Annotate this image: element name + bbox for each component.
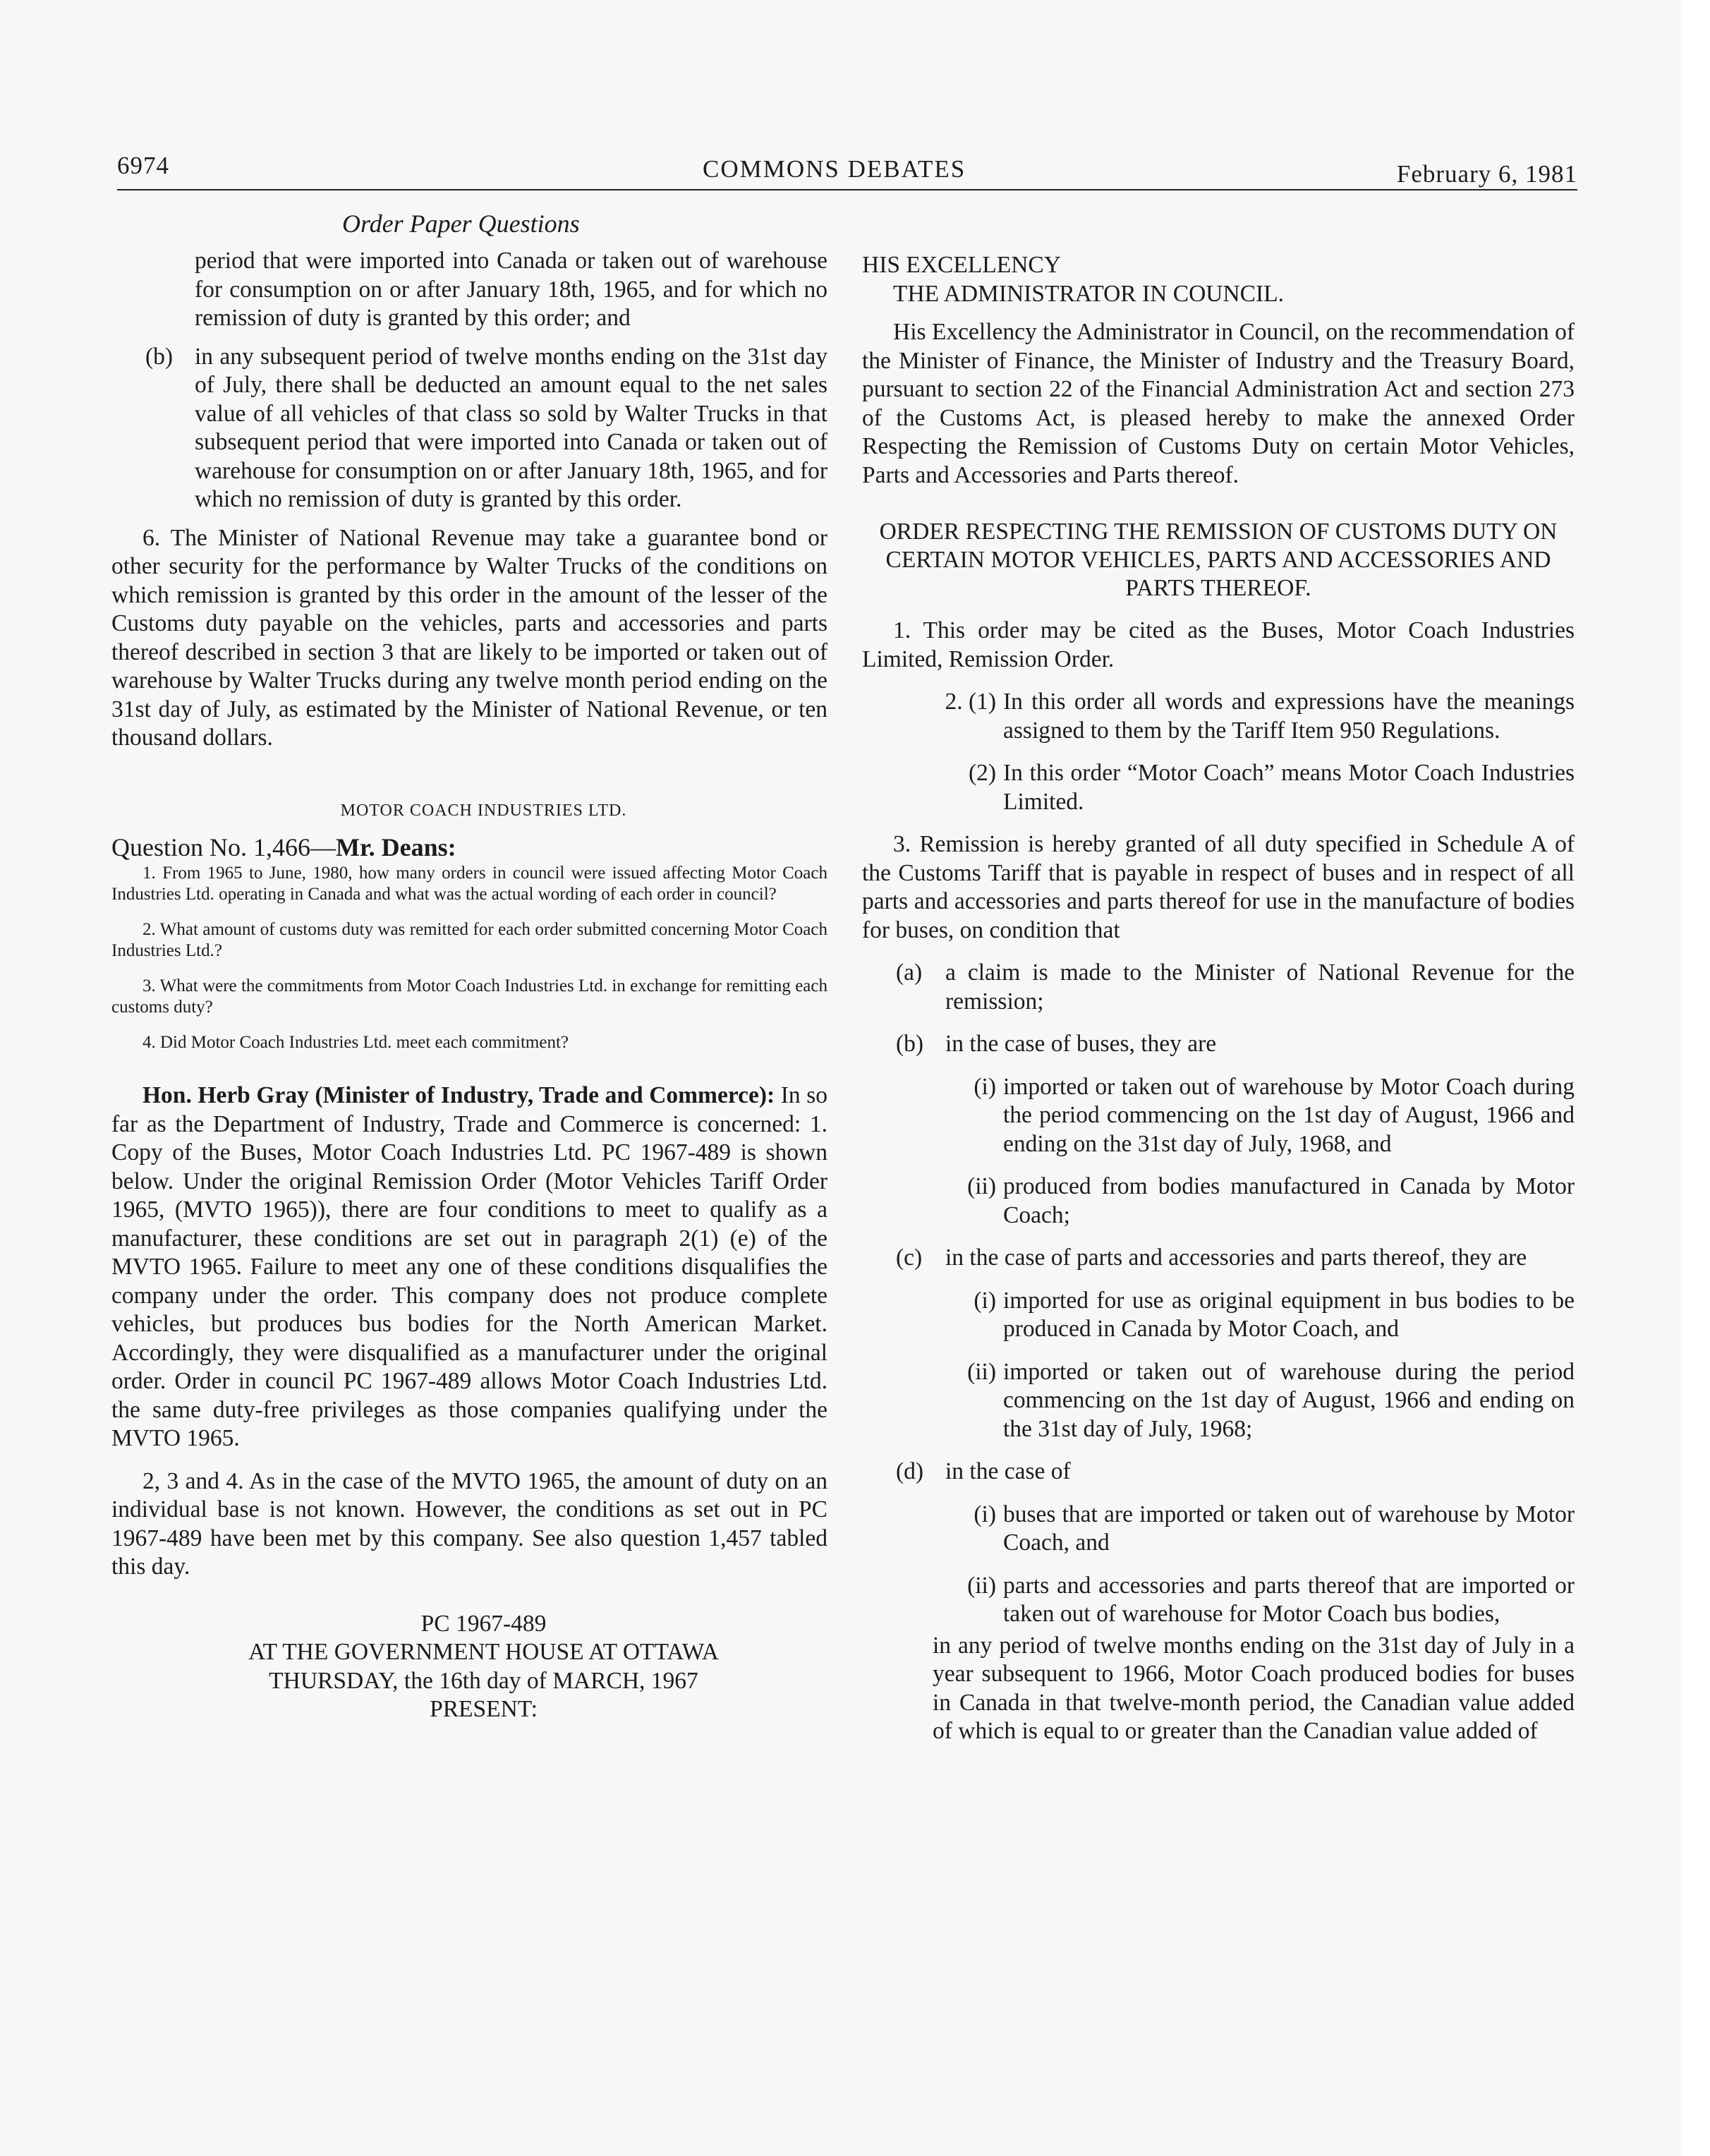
pc-date: THURSDAY, the 16th day of MARCH, 1967 bbox=[269, 1667, 698, 1694]
clause-marker: (i) bbox=[974, 1073, 996, 1100]
clause-text: in the case of parts and accessories and parts thereof, they are bbox=[945, 1244, 1527, 1271]
question-number: Question No. 1,466— bbox=[111, 833, 336, 861]
left-column bbox=[111, 247, 827, 1724]
answer-paragraph-2: 2, 3 and 4. As in the case of the MVTO 1965, the amount of duty on an individual base is not known. However, the conditions as set out in PC 1967-489 have been met by this company. See also question 1,457 tabled this day. bbox=[111, 1467, 827, 1580]
clause-text: imported for use as original equipment in bus bodies to be produced in Canada by Motor Coach, and bbox=[1003, 1287, 1575, 1342]
clause-a bbox=[862, 959, 1575, 1016]
page-header bbox=[117, 152, 1577, 194]
clause-c bbox=[862, 1244, 1575, 1273]
pc-location: AT THE GOVERNMENT HOUSE AT OTTAWA bbox=[248, 1639, 719, 1665]
clause-text: in any subsequent period of twelve months ending on the 31st day of July, there shall be deducted an amount equal to the net sales value of all vehicles of that class so sold by Walter Trucks in that subsequent period that were imported into Canada or taken out of warehouse for consumption on or after January 18th, 1965, and for which no remission of duty is granted by this order. bbox=[195, 343, 827, 512]
clause-marker: (ii) bbox=[967, 1358, 996, 1385]
clause-text: In this order all words and expressions have the meanings assigned to them by the Tariff Item 950 Regulations. bbox=[1003, 689, 1575, 744]
clause-c-i bbox=[862, 1287, 1575, 1344]
question-heading bbox=[111, 832, 827, 863]
question-4: 4. Did Motor Coach Industries Ltd. meet each commitment? bbox=[142, 1033, 569, 1052]
clause-marker: (i) bbox=[974, 1501, 996, 1527]
clause-text: in the case of buses, they are bbox=[945, 1031, 1217, 1057]
clause-text: in the case of bbox=[945, 1458, 1071, 1484]
section-1: 1. This order may be cited as the Buses, Motor Coach Industries Limited, Remission Order. bbox=[862, 617, 1575, 672]
intro-paragraph: His Excellency the Administrator in Council, on the recommendation of the Minister of Finance, the Minister of Industry and the Treasury Board, pursuant to section 22 of the Financial Administration Act and section 273 of the Customs Act, is pleased hereby to make the annexed Order Respecting the Remission of Customs Duty on certain Motor Vehicles, Parts and Accessories and Parts thereof. bbox=[862, 319, 1575, 488]
section-6-paragraph: 6. The Minister of National Revenue may take a guarantee bond or other security for the performance by Walter Trucks of the conditions on which remission is granted by this order in the amount of the lesser of the Customs duty payable on the vehicles, parts and accessories and parts thereof described in section 3 that are likely to be imported or taken out of warehouse by Walter Trucks during any twelve month period ending on the 31st day of July, as estimated by the Minister of National Revenue, or ten thousand dollars. bbox=[111, 524, 827, 751]
clause-c-ii bbox=[862, 1358, 1575, 1444]
section-2-2 bbox=[862, 759, 1575, 816]
order-title: ORDER RESPECTING THE REMISSION OF CUSTOMS DUTY ON CERTAIN MOTOR VEHICLES, PARTS AND ACCESSORIES AND PARTS THEREOF. bbox=[879, 519, 1558, 601]
clause-text: a claim is made to the Minister of National Revenue for the remission; bbox=[945, 959, 1575, 1015]
page-number: 6974 bbox=[117, 152, 169, 179]
pc-present: PRESENT: bbox=[430, 1696, 538, 1722]
answer-text: In so far as the Department of Industry, Trade and Commerce is concerned: 1. Copy of the Buses, Motor Coach Industries Ltd. PC 1967-489 is shown below. Under the original Remission Order (Motor Vehicles Tariff Order 1965, (MVTO 1965)), there are four conditions to meet to qualify as a manufacturer, these conditions are set out in paragraph 2(1) (e) of the MVTO 1965. Failure to meet any one of these conditions disqualifies the company under the order. This company does not produce complete vehicles, but produces bus bodies for the North American Market. Accordingly, they were disqualified as a manufacturer under the original order. Order in council PC 1967-489 allows Motor Coach Industries Ltd. the same duty-free privileges as those companies qualifying under the MVTO 1965. bbox=[111, 1082, 827, 1451]
answer-paragraph bbox=[111, 1082, 827, 1453]
clause-marker: (b) bbox=[145, 343, 174, 370]
publication-date: February 6, 1981 bbox=[1396, 160, 1577, 188]
question-member: Mr. Deans: bbox=[336, 833, 456, 861]
question-3: 3. What were the commitments from Motor Coach Industries Ltd. in exchange for remitting each customs duty? bbox=[111, 976, 827, 1017]
answer-speaker: Hon. Herb Gray (Minister of Industry, Trade and Commerce): bbox=[142, 1082, 775, 1108]
clause-b bbox=[111, 343, 827, 514]
clause-d bbox=[862, 1458, 1575, 1486]
clause-marker: (b) bbox=[896, 1031, 924, 1057]
clause-marker: (d) bbox=[896, 1458, 924, 1484]
excellency-line-2: THE ADMINISTRATOR IN COUNCIL. bbox=[893, 280, 1284, 307]
header-rule bbox=[117, 189, 1577, 190]
clause-text: imported or taken out of warehouse by Motor Coach during the period commencing on the 1st day of August, 1966 and ending on the 31st day of July, 1968, and bbox=[1003, 1073, 1575, 1157]
clause-d-ii bbox=[862, 1572, 1575, 1629]
clause-marker: 2. (1) bbox=[945, 689, 996, 715]
pc-block bbox=[111, 1610, 827, 1724]
section-label: Order Paper Questions bbox=[342, 210, 580, 238]
clause-marker: (a) bbox=[896, 959, 923, 986]
clause-text: produced from bodies manufactured in Canada by Motor Coach; bbox=[1003, 1173, 1575, 1228]
closing-paragraph: in any period of twelve months ending on the 31st day of July in a year subsequent to 1966, Motor Coach produced bodies for buses in Canada in that twelve-month period, the Canadian value added of which is equal to or greater than the Canadian value added of bbox=[933, 1632, 1575, 1744]
clause-text: In this order “Motor Coach” means Motor Coach Industries Limited. bbox=[1003, 760, 1575, 815]
clause-b-ii bbox=[862, 1173, 1575, 1230]
clause-b bbox=[862, 1030, 1575, 1059]
clause-marker: (c) bbox=[896, 1244, 923, 1271]
section-2-1 bbox=[862, 688, 1575, 745]
clause-text: buses that are imported or taken out of warehouse by Motor Coach, and bbox=[1003, 1501, 1575, 1556]
question-2: 2. What amount of customs duty was remitted for each order submitted concerning Motor Coach Industries Ltd.? bbox=[111, 920, 827, 960]
clause-text: imported or taken out of warehouse during the period commencing on the 1st day of August, 1966 and ending on the 31st day of July, 1968; bbox=[1003, 1358, 1575, 1442]
clause-text: parts and accessories and parts thereof that are imported or taken out of warehouse for Motor Coach bus bodies, bbox=[1003, 1572, 1575, 1627]
publication-title: COMMONS DEBATES bbox=[703, 155, 966, 183]
clause-marker: (ii) bbox=[967, 1572, 996, 1599]
clause-marker: (ii) bbox=[967, 1173, 996, 1199]
company-heading: MOTOR COACH INDUSTRIES LTD. bbox=[340, 801, 627, 820]
clause-marker: (i) bbox=[974, 1287, 996, 1314]
right-column bbox=[862, 251, 1575, 1746]
clause-marker: (2) bbox=[968, 760, 996, 786]
paragraph-continuation: period that were imported into Canada or taken out of warehouse for consumption on or after January 18th, 1965, and for which no remission of duty is granted by this order; and bbox=[195, 248, 827, 331]
clause-b-i bbox=[862, 1073, 1575, 1159]
section-3: 3. Remission is hereby granted of all duty specified in Schedule A of the Customs Tariff that is payable in respect of buses and in respect of all parts and accessories and parts thereof for use in the manufacture of bodies for buses, on condition that bbox=[862, 831, 1575, 943]
excellency-line-1: HIS EXCELLENCY bbox=[862, 252, 1061, 278]
question-1: 1. From 1965 to June, 1980, how many orders in council were issued affecting Motor Coach Industries Ltd. operating in Canada and what was the actual wording of each order in council? bbox=[111, 864, 827, 904]
pc-number: PC 1967-489 bbox=[420, 1610, 547, 1637]
clause-d-i bbox=[862, 1501, 1575, 1558]
